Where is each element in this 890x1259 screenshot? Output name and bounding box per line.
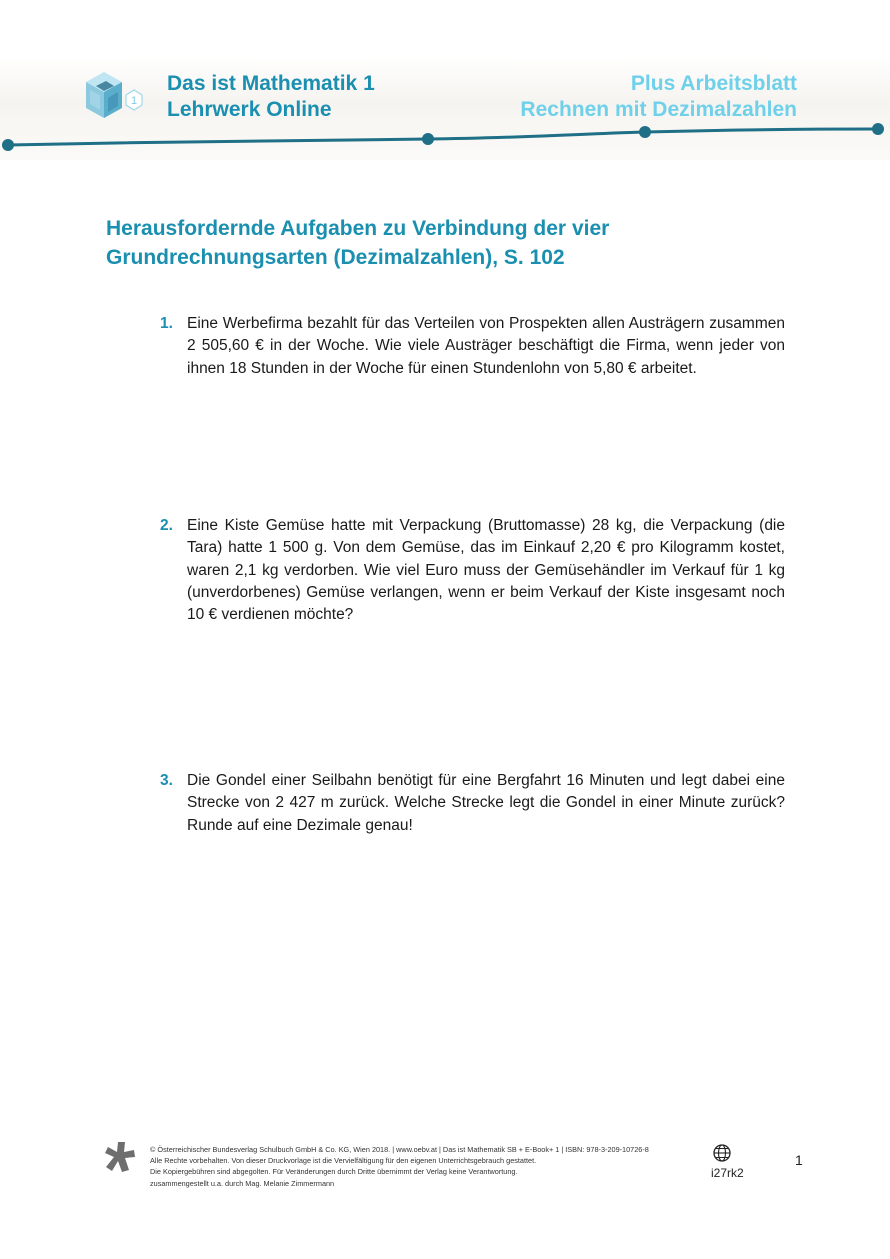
brand-subtitle: Lehrwerk Online xyxy=(167,98,332,121)
legal-line: Alle Rechte vorbehalten. Von dieser Druckvorlage ist die Vervielfältigung für den eigenen Unterrichtsgebrauch gestattet. xyxy=(150,1156,537,1166)
task-number: 3. xyxy=(160,772,173,789)
legal-line: zusammengestellt u.a. durch Mag. Melanie Zimmermann xyxy=(150,1178,335,1188)
online-code[interactable]: i27rk2 xyxy=(711,1166,744,1180)
sheet-type: Plus Arbeitsblatt xyxy=(630,72,797,95)
legal-line: © Österreichischer Bundesverlag Schulbuch GmbH & Co. KG, Wien 2018. | www.oebv.at | Das ist Mathematik SB + E-Book+ 1 | ISBN: 978-3-209-10726-8 xyxy=(150,1145,649,1154)
page-title xyxy=(106,214,786,272)
task-text: Eine Werbefirma bezahlt für das Verteilen von Prospekten allen Austrägern zusammen 2 505,60 € in der Woche. Wie viele Austräger beschäftigt die Firma, wenn jeder von ihnen 18 Stunden in der Woche für einen Stundenlohn von 5,80 € arbeitet. xyxy=(187,315,785,377)
publisher-logo-icon xyxy=(104,1140,136,1174)
legal-notice xyxy=(150,1144,649,1189)
task-number: 2. xyxy=(160,517,173,534)
globe-icon[interactable] xyxy=(712,1143,732,1163)
task-2 xyxy=(160,515,785,626)
task-1 xyxy=(160,313,785,380)
legal-line: Die Kopiergebühren sind abgegolten. Für Veränderungen durch Dritte übernimmt der Verlag keine Verantwortung. xyxy=(150,1167,518,1177)
page-title-line1: Herausfordernde Aufgaben zu Verbindung der vier xyxy=(106,217,610,240)
task-number: 1. xyxy=(160,315,173,332)
logo-badge: 1 xyxy=(130,95,138,107)
task-3 xyxy=(160,770,785,837)
page-number: 1 xyxy=(795,1152,803,1168)
header-wave-line xyxy=(0,118,890,158)
sheet-topic: Rechnen mit Dezimalzahlen xyxy=(520,98,797,121)
page-title-line2: Grundrechnungsarten (Dezimalzahlen), S. 102 xyxy=(106,246,565,269)
task-text: Eine Kiste Gemüse hatte mit Verpackung (Bruttomasse) 28 kg, die Verpackung (die Tara) hatte 1 500 g. Von dem Gemüse, das im Einkauf 2,20 € pro Kilogramm kostet, waren 2,1 kg verdorben. Wie viel Euro muss der Gemüsehändler im Verkauf für 1 kg (unverdorbenes) Gemüse verlangen, wenn er beim Verkauf der Kiste insgesamt noch 10 € verdienen möchte? xyxy=(187,517,785,624)
task-text: Die Gondel einer Seilbahn benötigt für eine Bergfahrt 16 Minuten und legt dabei eine Strecke von 2 427 m zurück. Welche Strecke legt die Gondel in einer Minute zurück? Runde auf eine Dezimale genau! xyxy=(187,772,785,834)
brand-title: Das ist Mathematik 1 xyxy=(167,72,375,95)
